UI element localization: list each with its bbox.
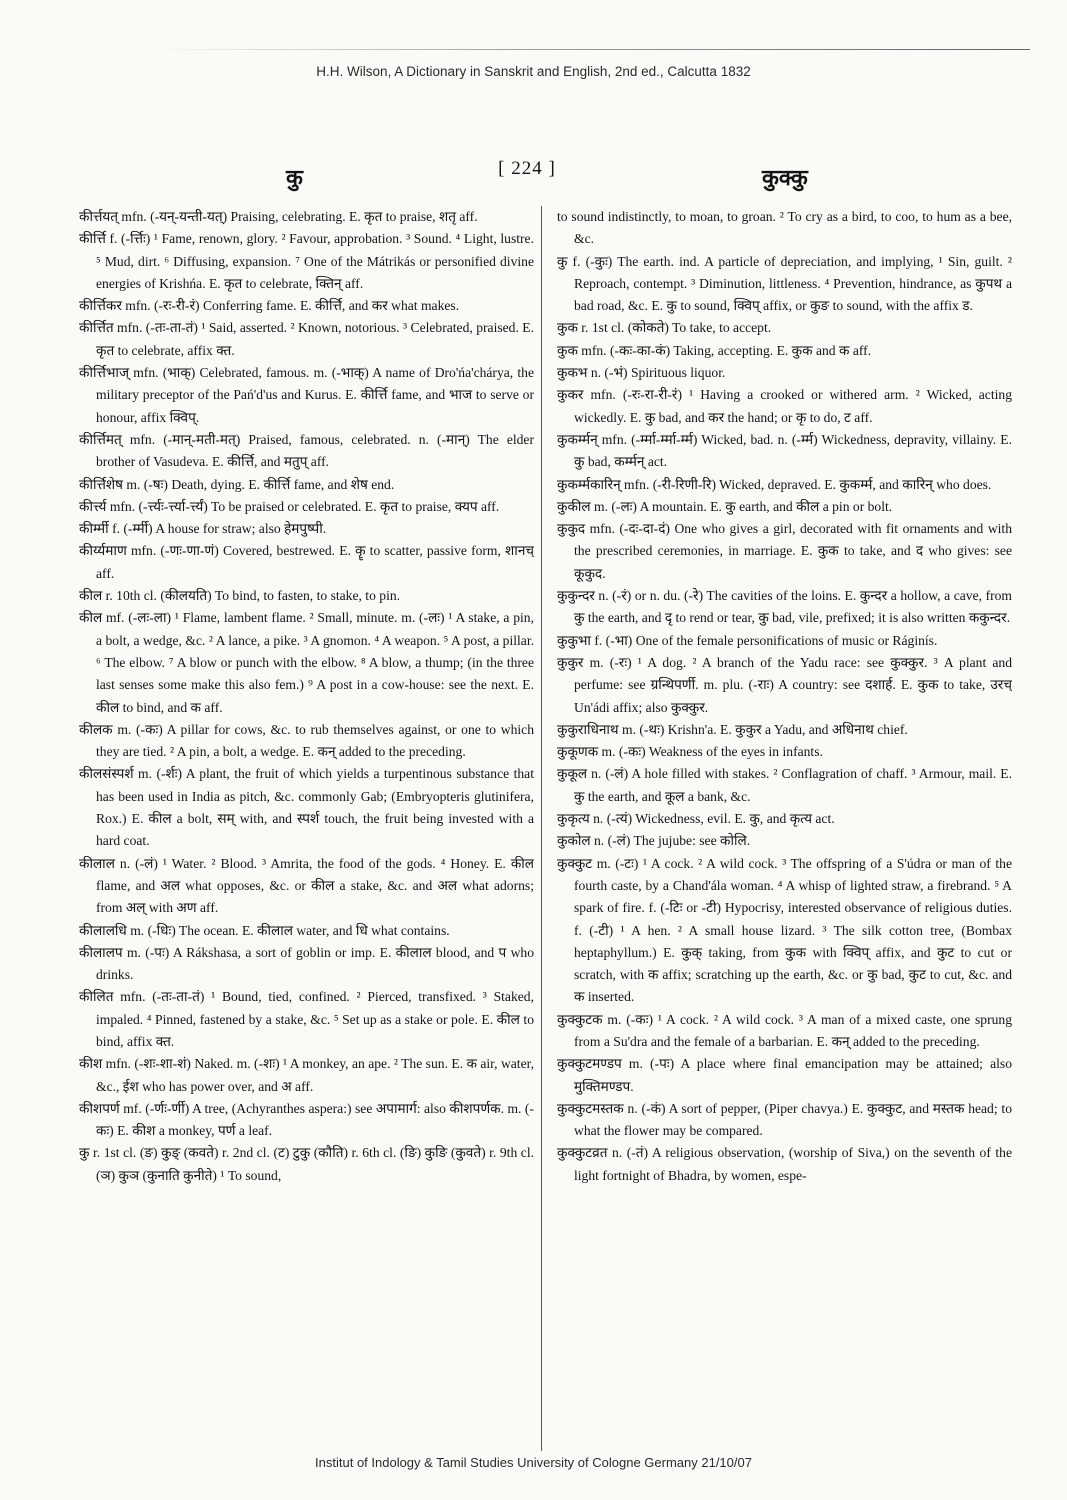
dictionary-entry: कीर्त्तयत् mfn. (-यन्-यन्ती-यत्) Praising, celebrating. E. कृत to praise, शतृ aff. [79,209,478,224]
dictionary-entry: कुकूल n. (-लं) A hole filled with stakes. ² Conflagration of chaff. ³ Armour, mail. E. कु the earth, and कूल a bank, &c. [557,766,1012,804]
dictionary-entry: कीर्य्यमाण mfn. (-णः-णा-णं) Covered, bestrewed. E. कॄ to scatter, passive form, शानच् aff. [79,543,534,581]
dictionary-entry: कुकील m. (-लः) A mountain. E. कु earth, and कील a pin or bolt. [557,498,893,514]
dictionary-entry: कुकोल n. (-लं) The jujube: see कोलि. [557,833,751,849]
dictionary-entry: कुकूणक m. (-कः) Weakness of the eyes in infants. [557,744,823,760]
dictionary-entry: कुकर्म्मकारिन् mfn. (-री-रिणी-रि) Wicked, depraved. E. कुकर्म्म, and कारिन् who does. [557,476,992,492]
dictionary-entry: कील mf. (-लः-ला) ¹ Flame, lambent flame. ² Small, minute. m. (-लः) ¹ A stake, a pin, a bolt, a wedge, &c. ² A lance, a pike. ³ A gnomon. ⁴ A weapon. ⁵ A post, a pillar. ⁶ The elbow. ⁷ A blow or punch with the elbow. ⁸ A blow, a thump; (in the three last senses some make this also fem.) ⁹ A post in a cow-house: see the next. E. कील to bind, and क aff. [79,610,534,715]
dictionary-entry: कीलसंस्पर्श m. (-र्शः) A plant, the fruit of which yields a turpentinous substance that has been used in India as pitch, &c. commonly Gab; (Embryopteris glutinifera, Rox.) E. कील a bolt, सम् with, and स्पर्श touch, the fruit being invested with a hard coat. [79,766,534,849]
dictionary-entry: कुकर mfn. (-रः-रा-री-रं) ¹ Having a crooked or withered arm. ² Wicked, acting wickedly. E. कु bad, and कर the hand; or कृ to do, ट aff. [557,387,1012,425]
dictionary-entry: कुक्कुट m. (-टः) ¹ A cock. ² A wild cock. ³ The offspring of a S'údra or man of the fourth caste, by a Chand'ála woman. ⁴ A whisp of lighted straw, a firebrand. ⁵ A spark of fire. f. (-टिः or -टी) Hypocrisy, interested observance of religious duties. f. (-टी) ¹ A hen. ² A small house lizard. ³ The silk cotton tree, (Bombax heptaphyllum.) E. कुक् taking, from कुक with क्विप् affix, and कुट to cut or scratch, with क affix; scratching up the earth, &c. or कु bad, कुट to cut, &c. and क inserted. [557,855,1012,1005]
left-column [79,206,534,1451]
dictionary-entry: कुकुर m. (-रः) ¹ A dog. ² A branch of the Yadu race: see कुक्कुर. ³ A plant and perfume: see ग्रन्थिपर्णी. m. plu. (-राः) A country: see दशार्ह. E. कुक to take, उरच् Un'ádi affix; also कुक्कुर. [557,654,1012,715]
dictionary-entry: कुक r. 1st cl. (कोकते) To take, to accept. [557,320,772,336]
dictionary-entry: कील r. 10th cl. (कीलयति) To bind, to fasten, to stake, to pin. [79,588,401,604]
dictionary-entry: कीलक m. (-कः) A pillar for cows, &c. to rub themselves against, or one to which they are tied. ² A pin, a bolt, a wedge. E. कन् added to the preceding. [79,721,534,760]
dictionary-entry: कुक्कुटक m. (-कः) ¹ A cock. ² A wild cock. ³ A man of a mixed caste, one sprung from a Su'dra and the female of a barbarian. E. कन् added to the preceding. [557,1011,1012,1049]
dictionary-entry: to sound indistinctly, to moan, to groan. ² To cry as a bird, to coo, to hum as a bee, &c. [557,209,1012,247]
dictionary-entry: कुकर्म्मन् mfn. (-र्म्मा-र्म्मा-र्म्म) Wicked, bad. n. (-र्म्म) Wickedness, depravity, villainy. E. कु bad, कर्म्मन् act. [557,431,1012,470]
guide-word-left: कु [286,166,303,191]
source-footer: Institut of Indology & Tamil Studies University of Cologne Germany 21/10/07 [315,1455,752,1470]
column-divider [541,206,542,1451]
dictionary-entry: कुकुन्दर n. (-रं) or n. du. (-रे) The cavities of the loins. E. कुन्दर a hollow, a cave, from कु the earth, and दृ to rend or tear, कु bad, vile, prefixed; it is also written ककुन्दर. [557,588,1012,626]
dictionary-entry: कीलालधि m. (-धिः) The ocean. E. कीलाल water, and धि what contains. [79,922,450,938]
dictionary-entry: कुकभ n. (-भं) Spirituous liquor. [557,365,726,381]
dictionary-entry: कीर्त्त्य mfn. (-र्त्त्यः-र्त्त्या-र्त्त्यं) To be praised or celebrated. E. कृत to praise, क्यप aff. [79,498,500,514]
dictionary-entry: कुकुराधिनाथ m. (-थः) Krishn'a. E. कुकुर a Yadu, and अधिनाथ chief. [557,721,908,737]
dictionary-entry: कीर्म्मी f. (-र्म्मी) A house for straw; also हेमपुष्पी. [79,521,327,537]
dictionary-entry: कु r. 1st cl. (ङ) कुङ् (कवते) r. 2nd cl. (ट) टुकु (कौति) r. 6th cl. (ङि) कुङि (कुवते) r. 9th cl. (ञ) कुञ (कुनाति कुनीते) ¹ To sound, [79,1145,534,1183]
dictionary-entry: कुक्कुटव्रत n. (-तं) A religious observation, (worship of Siva,) on the seventh of the light fortnight of Bhadra, by women, espe- [557,1145,1012,1183]
dictionary-entry: कीलाल n. (-लं) ¹ Water. ² Blood. ³ Amrita, the food of the gods. ⁴ Honey. E. कील flame, and अल what opposes, &c. or कील a stake, &c. and अल what adorns; from अल् with अण aff. [79,855,534,916]
guide-word-right: कुक्कु [762,166,808,191]
scan-edge-line [150,49,1030,50]
dictionary-entry: कुकुभा f. (-भा) One of the female personifications of music or Ráginís. [557,632,938,648]
dictionary-entry: कीर्त्तिमत् mfn. (-मान्-मती-मत्) Praised, famous, celebrated. n. (-मान्) The elder brother of Vasudeva. E. कीर्त्ति, and मतुप् aff. [79,431,534,470]
dictionary-entry: कीलालप m. (-पः) A Rákshasa, a sort of goblin or imp. E. कीलाल blood, and प who drinks. [79,944,534,983]
dictionary-entry: कुकृत्य n. (-त्यं) Wickedness, evil. E. कु, and कृत्य act. [557,811,835,827]
dictionary-entry: कीशपर्ण mf. (-र्णः-र्णी) A tree, (Achyranthes aspera:) see अपामार्ग: also कीशपर्णक. m. (-कः) E. कीश a monkey, पर्ण a leaf. [79,1100,534,1139]
dictionary-entry: कुक mfn. (-कः-का-कं) Taking, accepting. E. कुक and क aff. [557,342,872,358]
dictionary-entry: कुकुद mfn. (-दः-दा-दं) One who gives a girl, decorated with fit ornaments and with the prescribed ceremonies, in marriage. E. कुक to take, and द who gives: see कूकुद. [557,521,1012,581]
right-column [557,206,1012,1451]
dictionary-entry: कीर्त्तिशेष m. (-षः) Death, dying. E. कीर्त्ति fame, and शेष end. [79,476,395,492]
dictionary-entry: कुक्कुटमण्डप m. (-पः) A place where final emancipation may be attained; also मुक्तिमण्डप. [557,1056,1012,1094]
dictionary-entry: कीश mfn. (-शः-शा-शं) Naked. m. (-शः) ¹ A monkey, an ape. ² The sun. E. क air, water, &c., ईश who has power over, and अ aff. [79,1056,534,1094]
dictionary-entry: कु f. (-कुः) The earth. ind. A particle of depreciation, and implying, ¹ Sin, guilt. ² Reproach, contempt. ³ Diminution, littleness. ⁴ Prevention, hindrance, as कुपथ a bad road, &c. E. कु to sound, क्विप् affix, or कुङ to sound, with the affix ड. [557,253,1012,314]
source-header: H.H. Wilson, A Dictionary in Sanskrit and English, 2nd ed., Calcutta 1832 [316,64,751,79]
dictionary-entry: कीर्त्तित mfn. (-तः-ता-तं) ¹ Said, asserted. ² Known, notorious. ³ Celebrated, praised. E. कृत to celebrate, affix क्त. [79,320,534,358]
dictionary-entry: कीर्त्तिकर mfn. (-रः-री-रं) Conferring fame. E. कीर्त्ति, and कर what makes. [79,298,460,314]
dictionary-entry: कुक्कुटमस्तक n. (-कं) A sort of pepper, (Piper chavya.) E. कुक्कुट, and मस्तक head; to what the flower may be compared. [557,1100,1012,1139]
page-number: [ 224 ] [498,158,556,179]
dictionary-entry: कीर्त्ति f. (-र्त्तिः) ¹ Fame, renown, glory. ² Favour, approbation. ³ Sound. ⁴ Light, lustre. ⁵ Mud, dirt. ⁶ Diffusing, expansion. ⁷ One of the Mátrikás or personified divine energies of Krishńa. E. कृत to celebrate, क्तिन् aff. [79,231,534,291]
dictionary-entry: कीर्त्तिभाज् mfn. (भाक्) Celebrated, famous. m. (-भाक्) A name of Dro'ńa'chárya, the military preceptor of the Pań'd'us and Kurus. E. कीर्त्ति fame, and भाज to serve or honour, affix क्विप्. [79,365,534,425]
dictionary-entry: कीलित mfn. (-तः-ता-तं) ¹ Bound, tied, confined. ² Pierced, transfixed. ³ Staked, impaled. ⁴ Pinned, fastened by a stake, &c. ⁵ Set up as a stake or pole. E. कील to bind, affix क्त. [79,989,534,1049]
